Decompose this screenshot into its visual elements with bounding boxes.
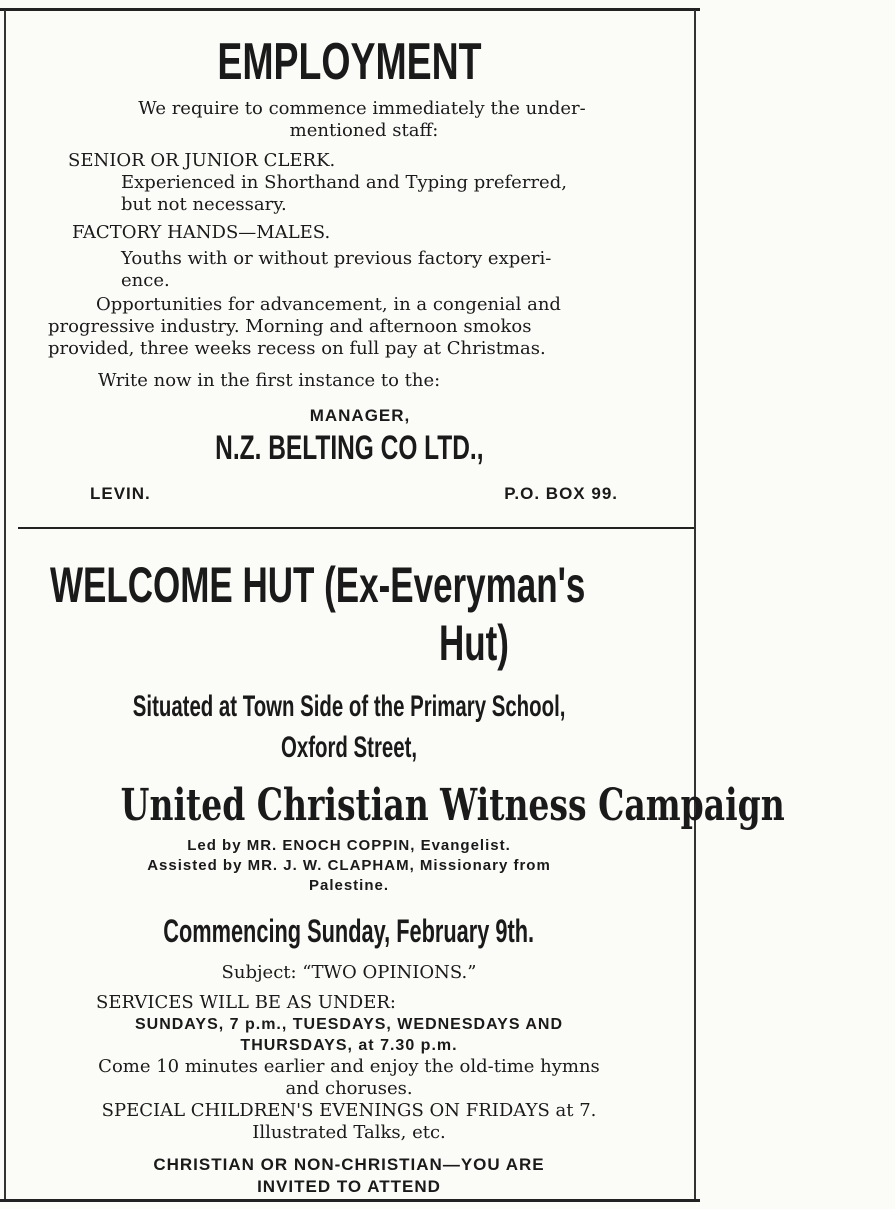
divider-rule bbox=[18, 527, 694, 529]
campaign-title: United Christian Witness Campaign bbox=[120, 780, 785, 831]
welcome-title: WELCOME HUT (Ex-Everyman's bbox=[50, 557, 586, 613]
manager-line: MANAGER, bbox=[309, 406, 411, 425]
bottom-rule bbox=[0, 1199, 700, 1202]
come-early-text: Come 10 minutes earlier and enjoy the old-time hymns bbox=[98, 1056, 600, 1077]
welcome-hut-advertisement bbox=[10, 556, 785, 1198]
po-box: P.O. BOX 99. bbox=[504, 484, 618, 503]
employment-heading: EMPLOYMENT bbox=[216, 33, 482, 91]
intro-line: We require to commence immediately the under- bbox=[138, 98, 586, 119]
employment-advertisement bbox=[10, 30, 688, 504]
top-rule bbox=[0, 8, 700, 11]
services-schedule: THURSDAYS, at 7.30 p.m. bbox=[240, 1037, 458, 1054]
welcome-title: Hut) bbox=[439, 615, 509, 671]
position-title: SENIOR OR JUNIOR CLERK. bbox=[68, 150, 336, 171]
position-description: ence. bbox=[121, 270, 170, 291]
services-heading: SERVICES WILL BE AS UNDER: bbox=[96, 992, 396, 1013]
write-now-text: Write now in the first instance to the: bbox=[98, 370, 441, 391]
assisted-text: Palestine. bbox=[308, 877, 390, 894]
location-text: Situated at Town Side of the Primary School, bbox=[132, 690, 566, 723]
illustrated-talks-text: Illustrated Talks, etc. bbox=[252, 1122, 446, 1143]
position-description: but not necessary. bbox=[121, 194, 287, 215]
position-description: Experienced in Shorthand and Typing preferred, bbox=[121, 172, 567, 193]
invitation-text: CHRISTIAN OR NON-CHRISTIAN—YOU ARE bbox=[153, 1155, 545, 1174]
children-evenings-text: SPECIAL CHILDREN'S EVENINGS ON FRIDAYS at 7. bbox=[101, 1100, 597, 1121]
commencing-text: Commencing Sunday, February 9th. bbox=[163, 913, 535, 949]
opportunities-text: provided, three weeks recess on full pay at Christmas. bbox=[48, 338, 546, 359]
opportunities-text: progressive industry. Morning and afternoon smokos bbox=[48, 316, 532, 337]
invitation-text: INVITED TO ATTEND bbox=[257, 1177, 441, 1196]
led-by-text: Led by MR. ENOCH COPPIN, Evangelist. bbox=[187, 837, 511, 854]
subject-text: Subject: “TWO OPINIONS.” bbox=[221, 962, 477, 983]
company-name: N.Z. BELTING CO LTD., bbox=[214, 429, 484, 467]
services-schedule: SUNDAYS, 7 p.m., TUESDAYS, WEDNESDAYS AND bbox=[134, 1016, 564, 1033]
assisted-text: Assisted by MR. J. W. CLAPHAM, Missionary from bbox=[147, 857, 551, 874]
position-description: Youths with or without previous factory experi- bbox=[121, 248, 552, 269]
come-early-text: and choruses. bbox=[285, 1078, 413, 1099]
town-name: LEVIN. bbox=[90, 484, 151, 503]
opportunities-text: Opportunities for advancement, in a congenial and bbox=[96, 294, 561, 315]
street-text: Oxford Street, bbox=[280, 731, 418, 764]
left-border bbox=[4, 10, 6, 1202]
position-title: FACTORY HANDS—MALES. bbox=[72, 222, 331, 243]
intro-line: mentioned staff: bbox=[289, 120, 439, 141]
